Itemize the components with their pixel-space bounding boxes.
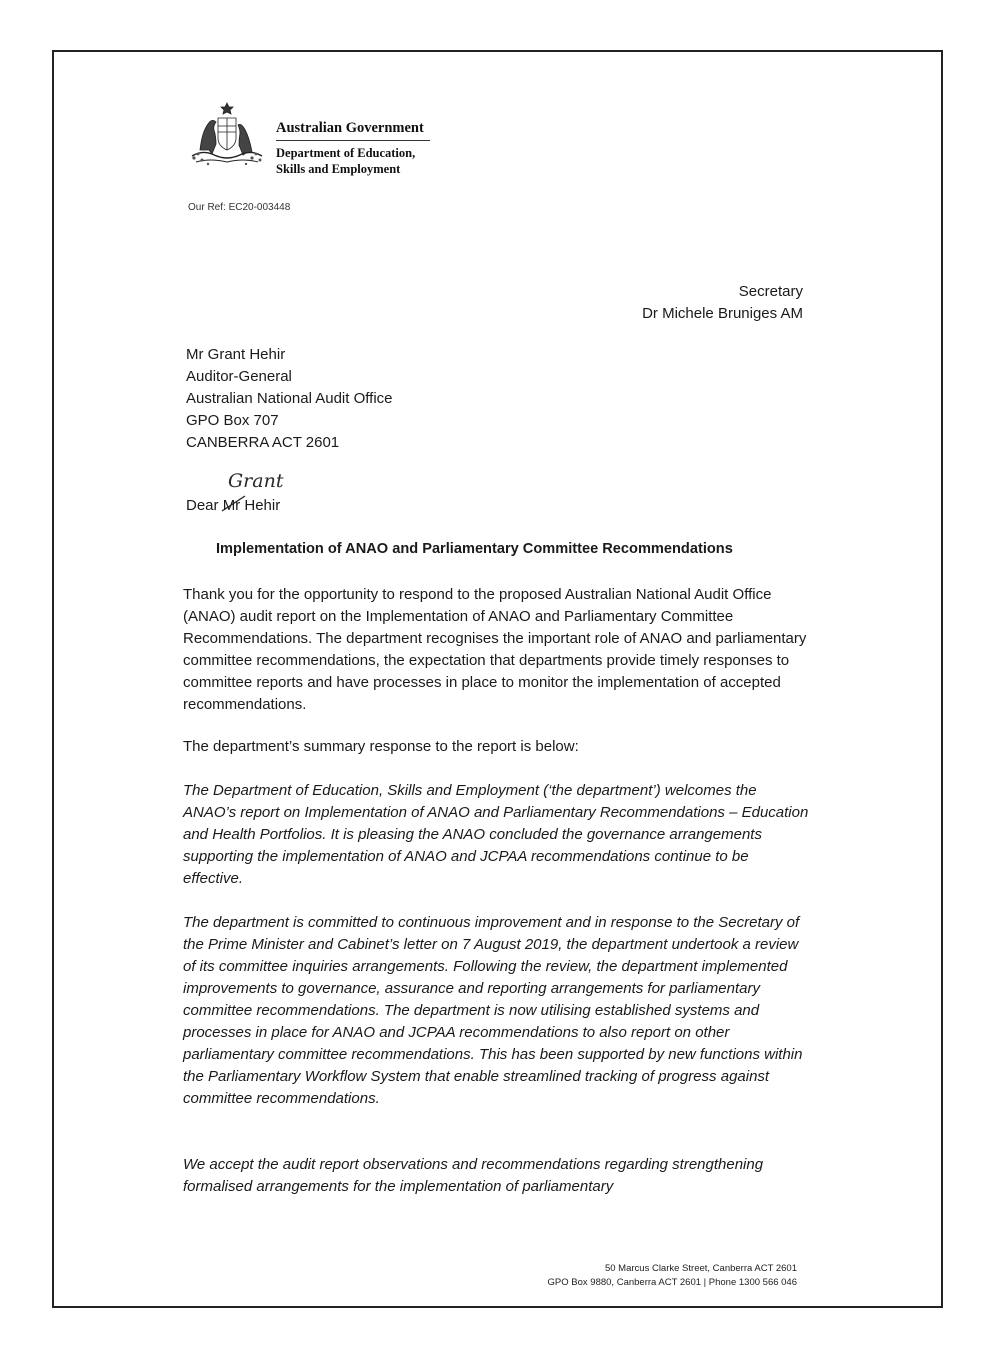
salutation-rest: ehir: [255, 497, 281, 514]
sender-title: Secretary: [738, 283, 803, 300]
footer-street-address: 50 Marcus Clarke Street, Canberra ACT 2601: [604, 1263, 797, 1274]
paragraph-intro: Thank you for the opportunity to respond to the proposed Australian National Audit Office (ANAO) audit report on the Implementation of ANAO and Parliamentary Committee Recommendations. The department recognises the important role of ANAO and parliamentary committee recommendations, the expectation that departments provide timely responses to committee reports and have processes in place to monitor the implementation of accepted recommendations.: [183, 586, 807, 713]
salutation: [186, 497, 280, 514]
salutation-prefix: Dear: [186, 497, 223, 514]
recipient-organisation: Australian National Audit Office: [186, 390, 393, 407]
recipient-name: Mr Grant Hehir: [186, 346, 286, 363]
recipient-city: CANBERRA ACT 2601: [186, 434, 340, 451]
paragraph-accept-recommendations: We accept the audit report observations and recommendations regarding strengthening formalised arrangements for the implementation of parliamentary: [183, 1156, 764, 1195]
government-name: Australian Government: [276, 120, 424, 136]
footer-postal-phone: GPO Box 9880, Canberra ACT 2601 | Phone 1300 566 046: [547, 1277, 797, 1288]
paragraph-summary-lead: The department’s summary response to the report is below:: [183, 738, 579, 755]
paragraph-continuous-improvement: The department is committed to continuous improvement and in response to the Secretary of the Prime Minister and Cabinet’s letter on 7 August 2019, the department undertook a review of its committee inquiries arrangements. Following the review, the department implemented improvements to governance, assurance and reporting arrangements for parliamentary committee recommendations. The department is now utilising established systems and processes in place for ANAO and JCPAA recommendations to also report on other parliamentary committee recommendations. This has been supported by new functions within the Parliamentary Workflow System that enable streamlined tracking of progress against committee recommendations.: [183, 914, 803, 1107]
sender-name: Dr Michele Bruniges AM: [642, 305, 803, 322]
coat-of-arms-icon: [188, 100, 266, 170]
paragraph-summary-response: The Department of Education, Skills and Employment (‘the department’) welcomes the ANAO’s report on Implementation of ANAO and Parliamentary Recommendations – Education and Health Portfolios. It is pleasing the ANAO concluded the governance arrangements supporting the implementation of ANAO and JCPAA recommendations continue to be effective.: [183, 782, 809, 887]
department-name-line2: Skills and Employment: [276, 162, 401, 176]
department-name-line1: Department of Education,: [276, 146, 416, 160]
our-reference: Our Ref: EC20-003448: [188, 202, 291, 213]
handwritten-first-name: Grant: [228, 470, 284, 492]
strike-mark: [221, 494, 247, 514]
recipient-address: [186, 344, 393, 454]
letterhead-rule: [276, 140, 430, 141]
recipient-position: Auditor-General: [186, 368, 292, 385]
letterhead-logo: [188, 100, 448, 182]
struck-through-text: Mr H: [223, 497, 256, 514]
letter-heading: Implementation of ANAO and Parliamentary Committee Recommendations: [216, 541, 733, 557]
sender-block: [642, 281, 803, 325]
recipient-po-box: GPO Box 707: [186, 412, 279, 429]
footer-address: [548, 1262, 797, 1290]
